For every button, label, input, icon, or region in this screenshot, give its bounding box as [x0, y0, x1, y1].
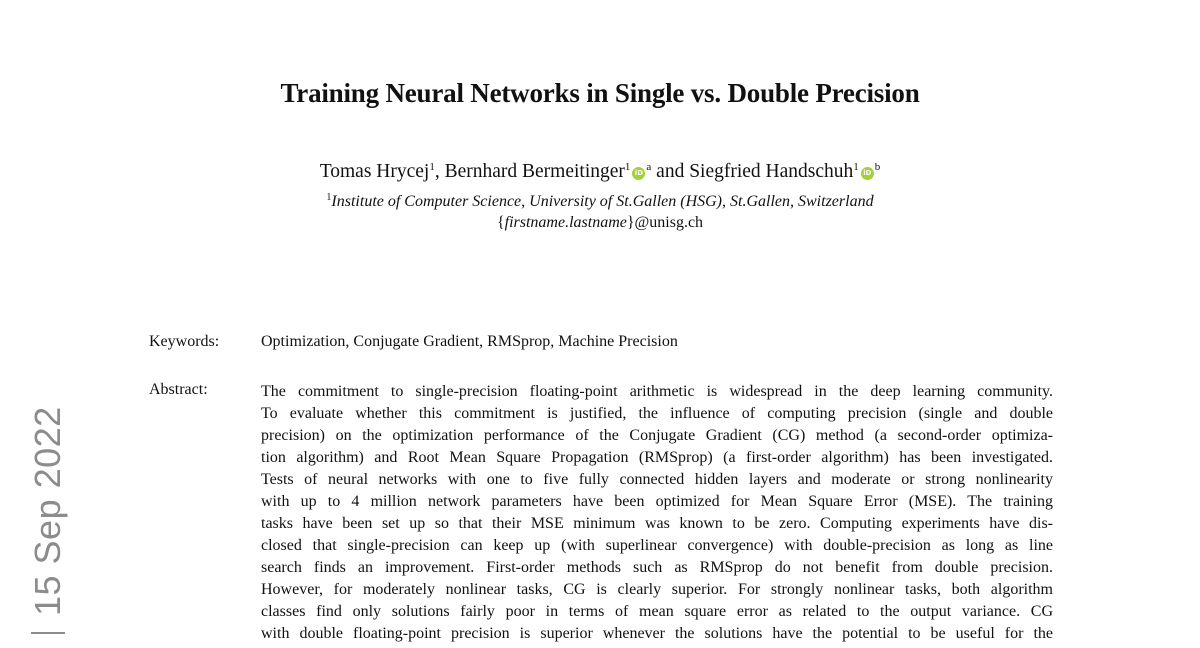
author-separator: , — [434, 161, 445, 182]
orcid-footnote-mark: b — [874, 161, 881, 173]
abstract-line: precision) on the optimization performance of the Conjugate Gradient (CG) method (a second-order optimiza- — [261, 427, 1053, 444]
author-list — [0, 161, 1200, 183]
affiliation-mark: 1 — [326, 192, 332, 203]
author-name: Bernhard Bermeitinger — [444, 161, 625, 182]
email — [0, 214, 1200, 232]
abstract-line: Tests of neural networks with one to five fully connected hidden layers and moderate or strong nonlinearity — [261, 471, 1053, 488]
arxiv-date: 15 Sep 2022 — [27, 406, 68, 616]
email-domain: }@unisg.ch — [626, 214, 704, 231]
author-affiliation-mark: 1 — [429, 161, 435, 173]
keywords-label: Keywords: — [149, 333, 220, 350]
arxiv-side-stamp — [27, 406, 69, 648]
abstract-line: However, for moderately nonlinear tasks, CG is clearly superior. For strongly nonlinear tasks, both algorithm — [261, 581, 1053, 598]
author-name: Siegfried Handschuh — [689, 161, 854, 182]
email-name-pattern: firstname.lastname — [504, 214, 627, 231]
abstract-line: To evaluate whether this commitment is justified, the influence of computing precision (single and double — [261, 405, 1053, 422]
author-name: Tomas Hrycej — [319, 161, 430, 182]
keywords-text: Optimization, Conjugate Gradient, RMSprop, Machine Precision — [261, 333, 678, 350]
abstract-line: with up to 4 million network parameters have been optimized for Mean Square Error (MSE). The training — [261, 493, 1053, 510]
abstract-line: with double floating-point precision is superior whenever the solutions have the potential to be useful for the — [261, 625, 1053, 642]
abstract-line: tion algorithm) and Root Mean Square Propagation (RMSprop) (a first-order algorithm) has been investigated. — [261, 449, 1053, 466]
email-brace-left: { — [496, 214, 505, 231]
author-affiliation-mark: 1 — [853, 161, 859, 173]
paper-title: Training Neural Networks in Single vs. Double Precision — [280, 78, 920, 108]
author-affiliation-mark: 1 — [624, 161, 631, 173]
orcid-icon[interactable]: iD — [861, 167, 874, 180]
affiliation — [0, 192, 1200, 211]
orcid-footnote-mark: a — [646, 161, 652, 173]
abstract-line: closed that single-precision can keep up (with superlinear convergence) with double-precision as long as line — [261, 537, 1053, 554]
abstract-line: tasks have been set up so that their MSE minimum was known to be zero. Computing experiments have dis- — [261, 515, 1053, 532]
abstract-body — [261, 381, 1053, 645]
affiliation-text: Institute of Computer Science, University of St.Gallen (HSG), St.Gallen, Switzerland — [331, 193, 874, 210]
abstract-label: Abstract: — [149, 381, 208, 398]
abstract-line: classes find only solutions fairly poor in terms of mean square error as related to the output variance. CG — [261, 603, 1053, 620]
arxiv-stamp-divider — [31, 632, 65, 634]
author-separator: and — [651, 161, 690, 182]
abstract-line: search finds an improvement. First-order methods such as RMSprop do not benefit from double precision. — [261, 559, 1053, 576]
abstract-line: The commitment to single-precision floating-point arithmetic is widespread in the deep learning community. — [261, 383, 1053, 400]
orcid-icon[interactable]: iD — [632, 167, 645, 180]
